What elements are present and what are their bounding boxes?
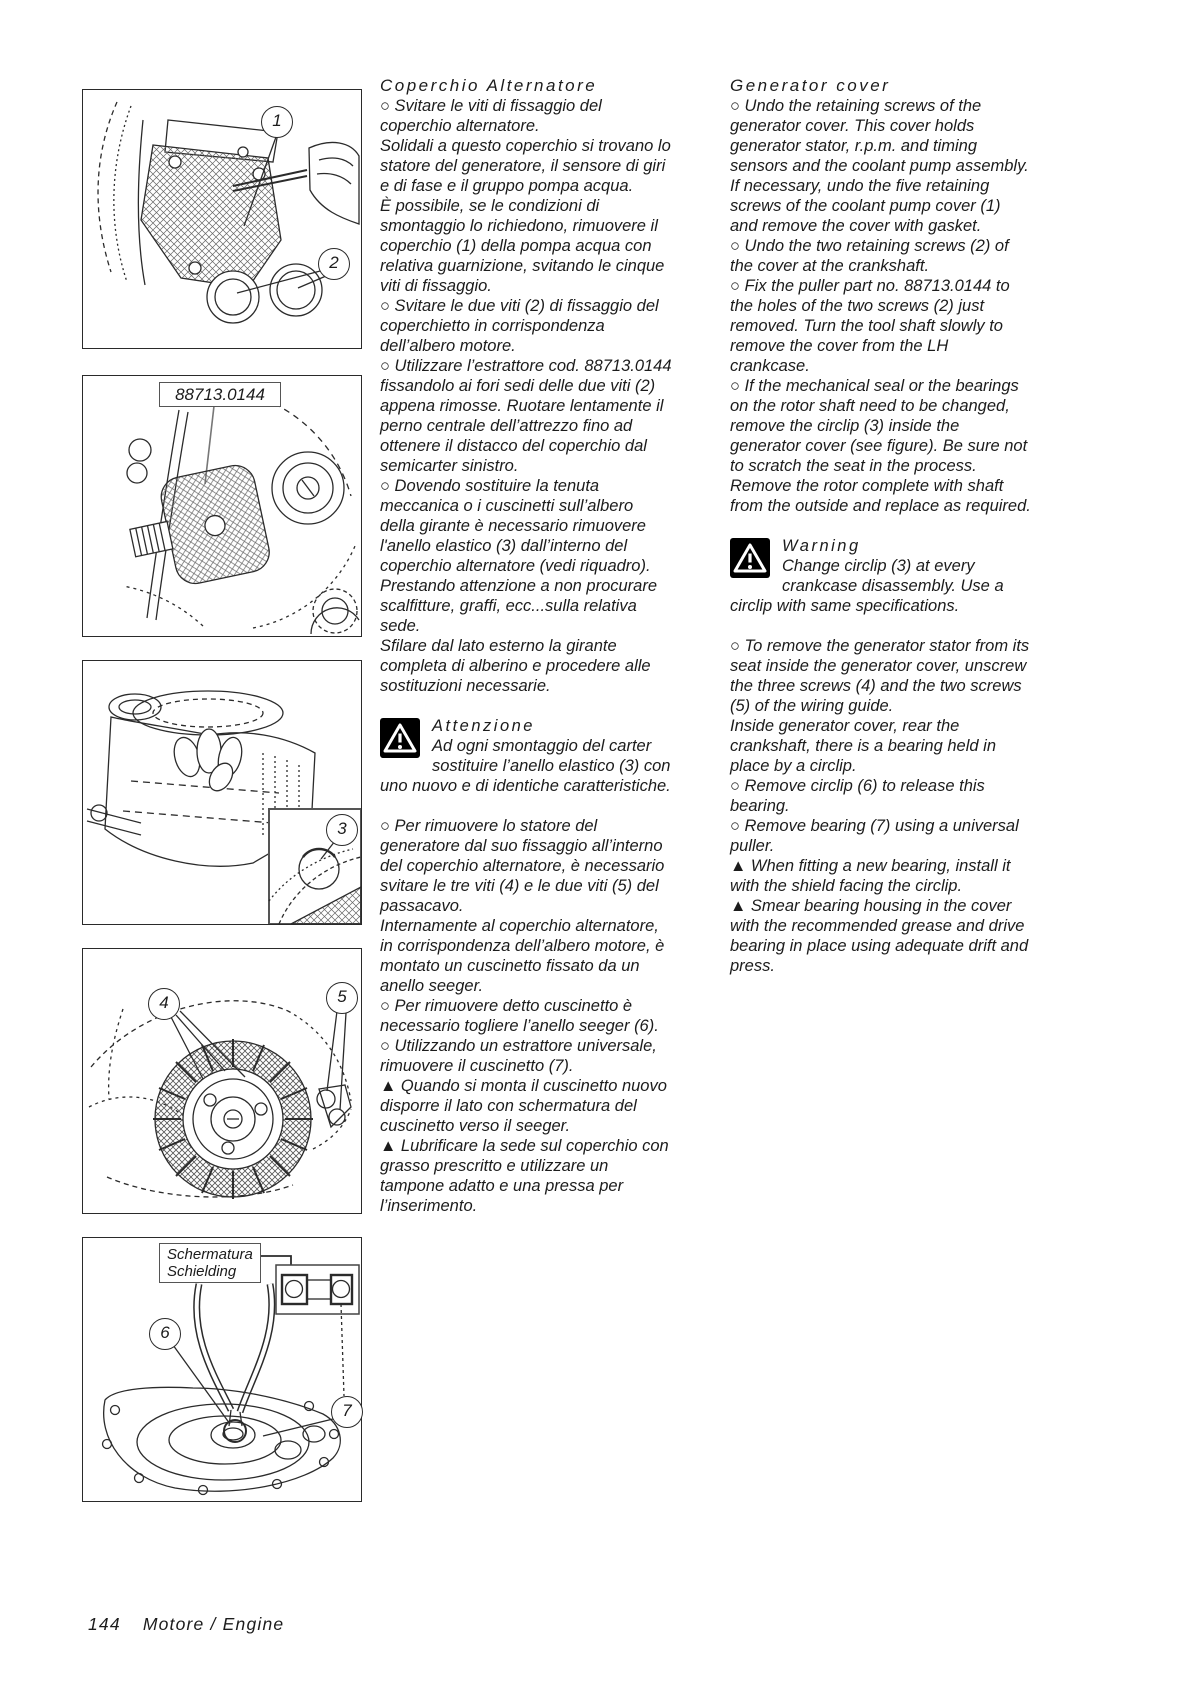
shielding-tag bbox=[159, 1243, 261, 1283]
figure-puller-tool bbox=[82, 375, 362, 637]
callout-5: 5 bbox=[326, 982, 358, 1014]
paragraph: ○ Remove circlip (6) to release this bearing. bbox=[730, 777, 985, 815]
section-heading-it: Coperchio Alternatore bbox=[380, 76, 598, 95]
paragraph: ○ Utilizzare l’estrattore cod. 88713.0144 fissandolo ai fori sedi delle due viti (2) appena rimosse. Ruotare lentamente il perno centrale dell’attrezzo fino ad ottenere il distacco del coperchio dal semicarter sinistro. bbox=[380, 357, 672, 475]
paragraph: ○ Svitare le viti di fissaggio del coperchio alternatore. bbox=[380, 97, 602, 135]
footer-section-title: Motore / Engine bbox=[142, 1614, 285, 1634]
callout-7: 7 bbox=[331, 1396, 363, 1428]
paragraph: Sfilare dal lato esterno la girante completa di alberino e procedere alle sostituzioni necessarie. bbox=[380, 637, 651, 695]
figure-water-pump-cover bbox=[82, 89, 362, 349]
column-english bbox=[730, 76, 1032, 976]
page-footer bbox=[88, 1614, 284, 1635]
paragraph: È possibile, se le condizioni di smontaggio lo richiedono, rimuovere il coperchio (1) della pompa acqua con relativa guarnizione, svitando le cinque viti di fissaggio. bbox=[380, 197, 665, 295]
column-italian bbox=[380, 76, 672, 1216]
figure-stator-screws bbox=[82, 948, 362, 1214]
warning-icon bbox=[380, 718, 420, 758]
warning-text-it: Ad ogni smontaggio del carter sostituire l’anello elastico (3) con uno nuovo e di identiche caratteristiche. bbox=[380, 737, 671, 795]
paragraph: ○ Svitare le due viti (2) di fissaggio del coperchietto in corrispondenza dell’albero motore. bbox=[380, 297, 659, 355]
paragraph: ○ Per rimuovere detto cuscinetto è necessario togliere l’anello seeger (6). bbox=[380, 997, 659, 1035]
paragraph: ○ Undo the retaining screws of the generator cover. This cover holds generator stator, r.p.m. and timing sensors and the coolant pump assembly. bbox=[730, 97, 1029, 175]
callout-1: 1 bbox=[261, 106, 293, 138]
warning-title-it: Attenzione bbox=[432, 717, 535, 735]
warning-icon bbox=[730, 538, 770, 578]
figure-1-drawing bbox=[83, 90, 361, 348]
section-heading-en: Generator cover bbox=[730, 76, 891, 95]
paragraph: ○ Dovendo sostituire la tenuta meccanica o i cuscinetti sull’albero della girante è necessario rimuovere l'anello elastico (3) dall’interno del coperchio alternatore (vedi riquadro). Prestando attenzione a non procurare scalfitture, graffi, ecc...sulla relativa sede. bbox=[380, 477, 658, 635]
part-number-tag: 88713.0144 bbox=[159, 382, 281, 407]
paragraph: ▲ Lubrificare la sede sul coperchio con grasso prescritto e utilizzare un tampone adatto e una pressa per l’inserimento. bbox=[380, 1137, 669, 1215]
shielding-tag-line1: Schermatura bbox=[167, 1246, 253, 1263]
figure-circlip-inset bbox=[82, 660, 362, 925]
warning-title-en: Warning bbox=[782, 537, 861, 555]
paragraph: ○ Utilizzando un estrattore universale, rimuovere il cuscinetto (7). bbox=[380, 1037, 657, 1075]
warning-block-it bbox=[380, 716, 672, 796]
paragraph: ○ Fix the puller part no. 88713.0144 to the holes of the two screws (2) just removed. Turn the tool shaft slowly to remove the cover from the LH crankcase. bbox=[730, 277, 1010, 375]
paragraph: ▲ Smear bearing housing in the cover with the recommended grease and drive bearing in place using adequate drift and press. bbox=[730, 897, 1029, 975]
warning-block-en bbox=[730, 536, 1032, 616]
paragraph: Internamente al coperchio alternatore, in corrispondenza dell’albero motore, è montato un cuscinetto fissato da un anello seeger. bbox=[380, 917, 665, 995]
paragraph: ▲ Quando si monta il cuscinetto nuovo disporre il lato con schermatura del cuscinetto verso il seeger. bbox=[380, 1077, 667, 1135]
warning-text-en: Change circlip (3) at every crankcase disassembly. Use a circlip with same specifications. bbox=[730, 557, 1004, 615]
callout-2: 2 bbox=[318, 248, 350, 280]
paragraph: Remove the rotor complete with shaft from the outside and replace as required. bbox=[730, 477, 1031, 515]
callout-6: 6 bbox=[149, 1318, 181, 1350]
paragraph: ▲ When fitting a new bearing, install it with the shield facing the circlip. bbox=[730, 857, 1011, 895]
shielding-tag-line2: Schielding bbox=[167, 1263, 237, 1280]
paragraph: ○ If the mechanical seal or the bearings on the rotor shaft need to be changed, remove the circlip (3) inside the generator cover (see figure). Be sure not to scratch the seat in the process. bbox=[730, 377, 1028, 475]
callout-4: 4 bbox=[148, 988, 180, 1020]
callout-3: 3 bbox=[326, 814, 358, 846]
paragraph: ○ Undo the two retaining screws (2) of the cover at the crankshaft. bbox=[730, 237, 1009, 275]
figure-3-drawing bbox=[83, 661, 361, 924]
paragraph: ○ Remove bearing (7) using a universal puller. bbox=[730, 817, 1019, 855]
paragraph: Inside generator cover, rear the crankshaft, there is a bearing held in place by a circlip. bbox=[730, 717, 996, 775]
figure-bearing-removal bbox=[82, 1237, 362, 1502]
figure-2-drawing bbox=[83, 376, 361, 636]
paragraph: Solidali a questo coperchio si trovano lo statore del generatore, il sensore di giri e di fase e il gruppo pompa acqua. bbox=[380, 137, 671, 195]
page-number: 144 bbox=[88, 1614, 121, 1634]
paragraph: If necessary, undo the five retaining screws of the coolant pump cover (1) and remove the cover with gasket. bbox=[730, 177, 1001, 235]
figure-4-drawing bbox=[83, 949, 361, 1213]
paragraph: ○ Per rimuovere lo statore del generatore dal suo fissaggio all’interno del coperchio alternatore, è necessario svitare le tre viti (4) e le due viti (5) del passacavo. bbox=[380, 817, 665, 915]
paragraph: ○ To remove the generator stator from its seat inside the generator cover, unscrew the three screws (4) and the two screws (5) of the wiring guide. bbox=[730, 637, 1030, 715]
